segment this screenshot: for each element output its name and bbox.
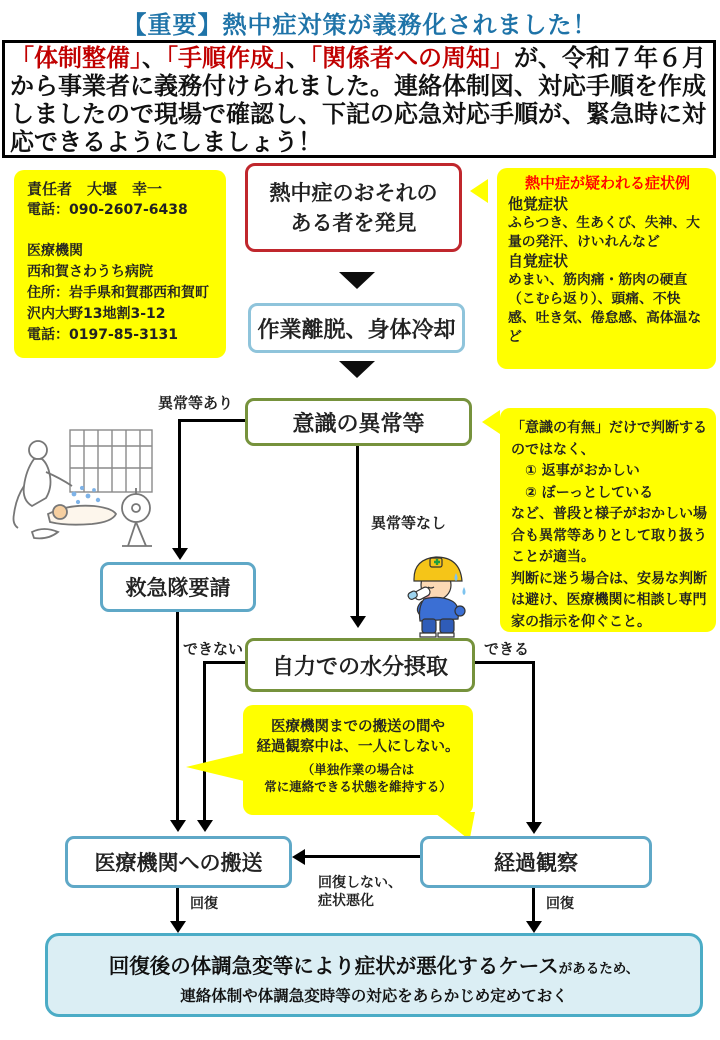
node-observation: 経過観察 bbox=[420, 836, 652, 888]
intro-paragraph: 「体制整備」、「手順作成」、「関係者への周知」が、令和７年６月から事業者に義務付けられました。連絡体制図、対応手順を作成しましたので現場で確認し、下記の応急対応手順が、緊急時に対応できるようにしましょう！ bbox=[2, 40, 716, 158]
flow-arrow-1 bbox=[339, 272, 375, 289]
edge-label-abnormal-no: 異常等なし bbox=[371, 514, 447, 532]
node-call-ambulance: 救急隊要請 bbox=[100, 562, 256, 612]
objective-symptoms-label: 他覚症状 bbox=[508, 195, 569, 213]
edge-line bbox=[176, 612, 179, 822]
objective-symptoms-text: ふらつき、生あくび、失神、大量の発汗、けいれんなど bbox=[508, 215, 700, 250]
arrowhead-down bbox=[170, 820, 186, 832]
intro-keyword-1: 「体制整備」 bbox=[10, 44, 142, 72]
edge-line bbox=[203, 661, 206, 822]
edge-line bbox=[178, 419, 181, 550]
manager-name: 責任者 大堰 幸一 bbox=[27, 180, 163, 198]
hospital-address-2: 沢内大野13地割3-12 bbox=[27, 306, 166, 322]
arrowhead-down bbox=[170, 921, 186, 933]
edge-label-recovery-left: 回復 bbox=[190, 896, 218, 912]
edge-label-can: できる bbox=[484, 640, 530, 658]
node-consciousness-abnormality: 意識の異常等 bbox=[245, 398, 472, 446]
node-leave-work-cool-body: 作業離脱、身体冷却 bbox=[248, 303, 465, 353]
drinking-worker-illustration bbox=[400, 543, 478, 639]
footer-main-text: 回復後の体調急変等により症状が悪化するケース bbox=[108, 954, 559, 978]
edge-line bbox=[176, 888, 179, 924]
arrowhead-left bbox=[292, 849, 305, 865]
symptom-examples-box bbox=[497, 168, 716, 369]
edge-label-abnormal-yes: 異常等あり bbox=[158, 394, 234, 412]
intro-keyword-2: 「手順作成」 bbox=[166, 44, 286, 72]
hospital-name: 西和賀さわうち病院 bbox=[27, 264, 153, 280]
footer-sub-text: 連絡体制や体調急変時等の対応をあらかじめ定めておく bbox=[180, 987, 568, 1005]
flow-arrow-2 bbox=[339, 361, 375, 378]
symptom-box-title: 熱中症が疑われる症状例 bbox=[524, 174, 690, 192]
cooling-victim-illustration bbox=[8, 428, 176, 554]
edge-line bbox=[475, 661, 535, 664]
consciousness-note-box: 「意識の有無」だけで判断するのではなく、 ① 返事がおかしい ② ぼーっとしている など、普段と様子がおかしい場合も異常等ありとして取り扱うことが適当。 判断に迷う場合は、安易な判断は避け、医療機関に相談し専門家の指示を仰ぐこと。 bbox=[500, 408, 716, 632]
intro-body: が、令和７年６月から事業者に義務付けられました。連絡体制図、対応手順を作成しましたので現場で確認し、下記の応急対応手順が、緊急時に対応できるようにしましょう！ bbox=[10, 44, 706, 156]
subjective-symptoms-label: 自覚症状 bbox=[508, 252, 569, 270]
edge-label-recovery-right: 回復 bbox=[546, 896, 574, 912]
edge-line bbox=[532, 888, 535, 924]
hospital-address-1: 住所：岩手県和賀郡西和賀町 bbox=[27, 285, 209, 301]
callout-pointer-left bbox=[186, 753, 244, 781]
edge-line bbox=[356, 446, 359, 618]
symptom-box-pointer bbox=[470, 179, 488, 203]
edge-label-cannot: できない bbox=[183, 640, 244, 658]
edge-line bbox=[303, 855, 420, 858]
arrowhead-down bbox=[526, 822, 542, 834]
edge-line bbox=[203, 661, 245, 664]
arrowhead-down bbox=[350, 616, 366, 628]
medical-label: 医療機関 bbox=[27, 243, 83, 259]
node-self-hydration: 自力での水分摂取 bbox=[245, 638, 475, 692]
node-discover-victim: 熱中症のおそれの ある者を発見 bbox=[245, 163, 462, 252]
note-box-pointer bbox=[482, 410, 500, 434]
node-transport-to-hospital: 医療機関への搬送 bbox=[65, 836, 292, 888]
arrowhead-down bbox=[197, 820, 213, 832]
manager-phone: 電話：090-2607-6438 bbox=[27, 202, 188, 218]
footer-advice-box: 回復後の体調急変等により症状が悪化するケースがあるため、 連絡体制や体調急変時等の対応をあらかじめ定めておく bbox=[45, 933, 703, 1017]
dont-leave-alone-callout: 医療機関までの搬送の間や 経過観察中は、一人にしない。 （単独作業の場合は 常に連絡できる状態を維持する） bbox=[243, 705, 473, 815]
edge-line bbox=[178, 419, 245, 422]
page-title: 【重要】熱中症対策が義務化されました！ bbox=[122, 11, 598, 39]
subjective-symptoms-text: めまい、筋肉痛・筋肉の硬直（こむら返り）、頭痛、不快感、吐き気、倦怠感、高体温など bbox=[508, 272, 702, 345]
hospital-phone: 電話：0197-85-3131 bbox=[27, 327, 179, 343]
edge-line bbox=[532, 661, 535, 824]
contact-info-box bbox=[14, 170, 226, 358]
edge-label-no-recovery: 回復しない、 症状悪化 bbox=[318, 875, 402, 909]
arrowhead-down bbox=[526, 921, 542, 933]
intro-keyword-3: 「関係者への周知」 bbox=[310, 44, 514, 72]
